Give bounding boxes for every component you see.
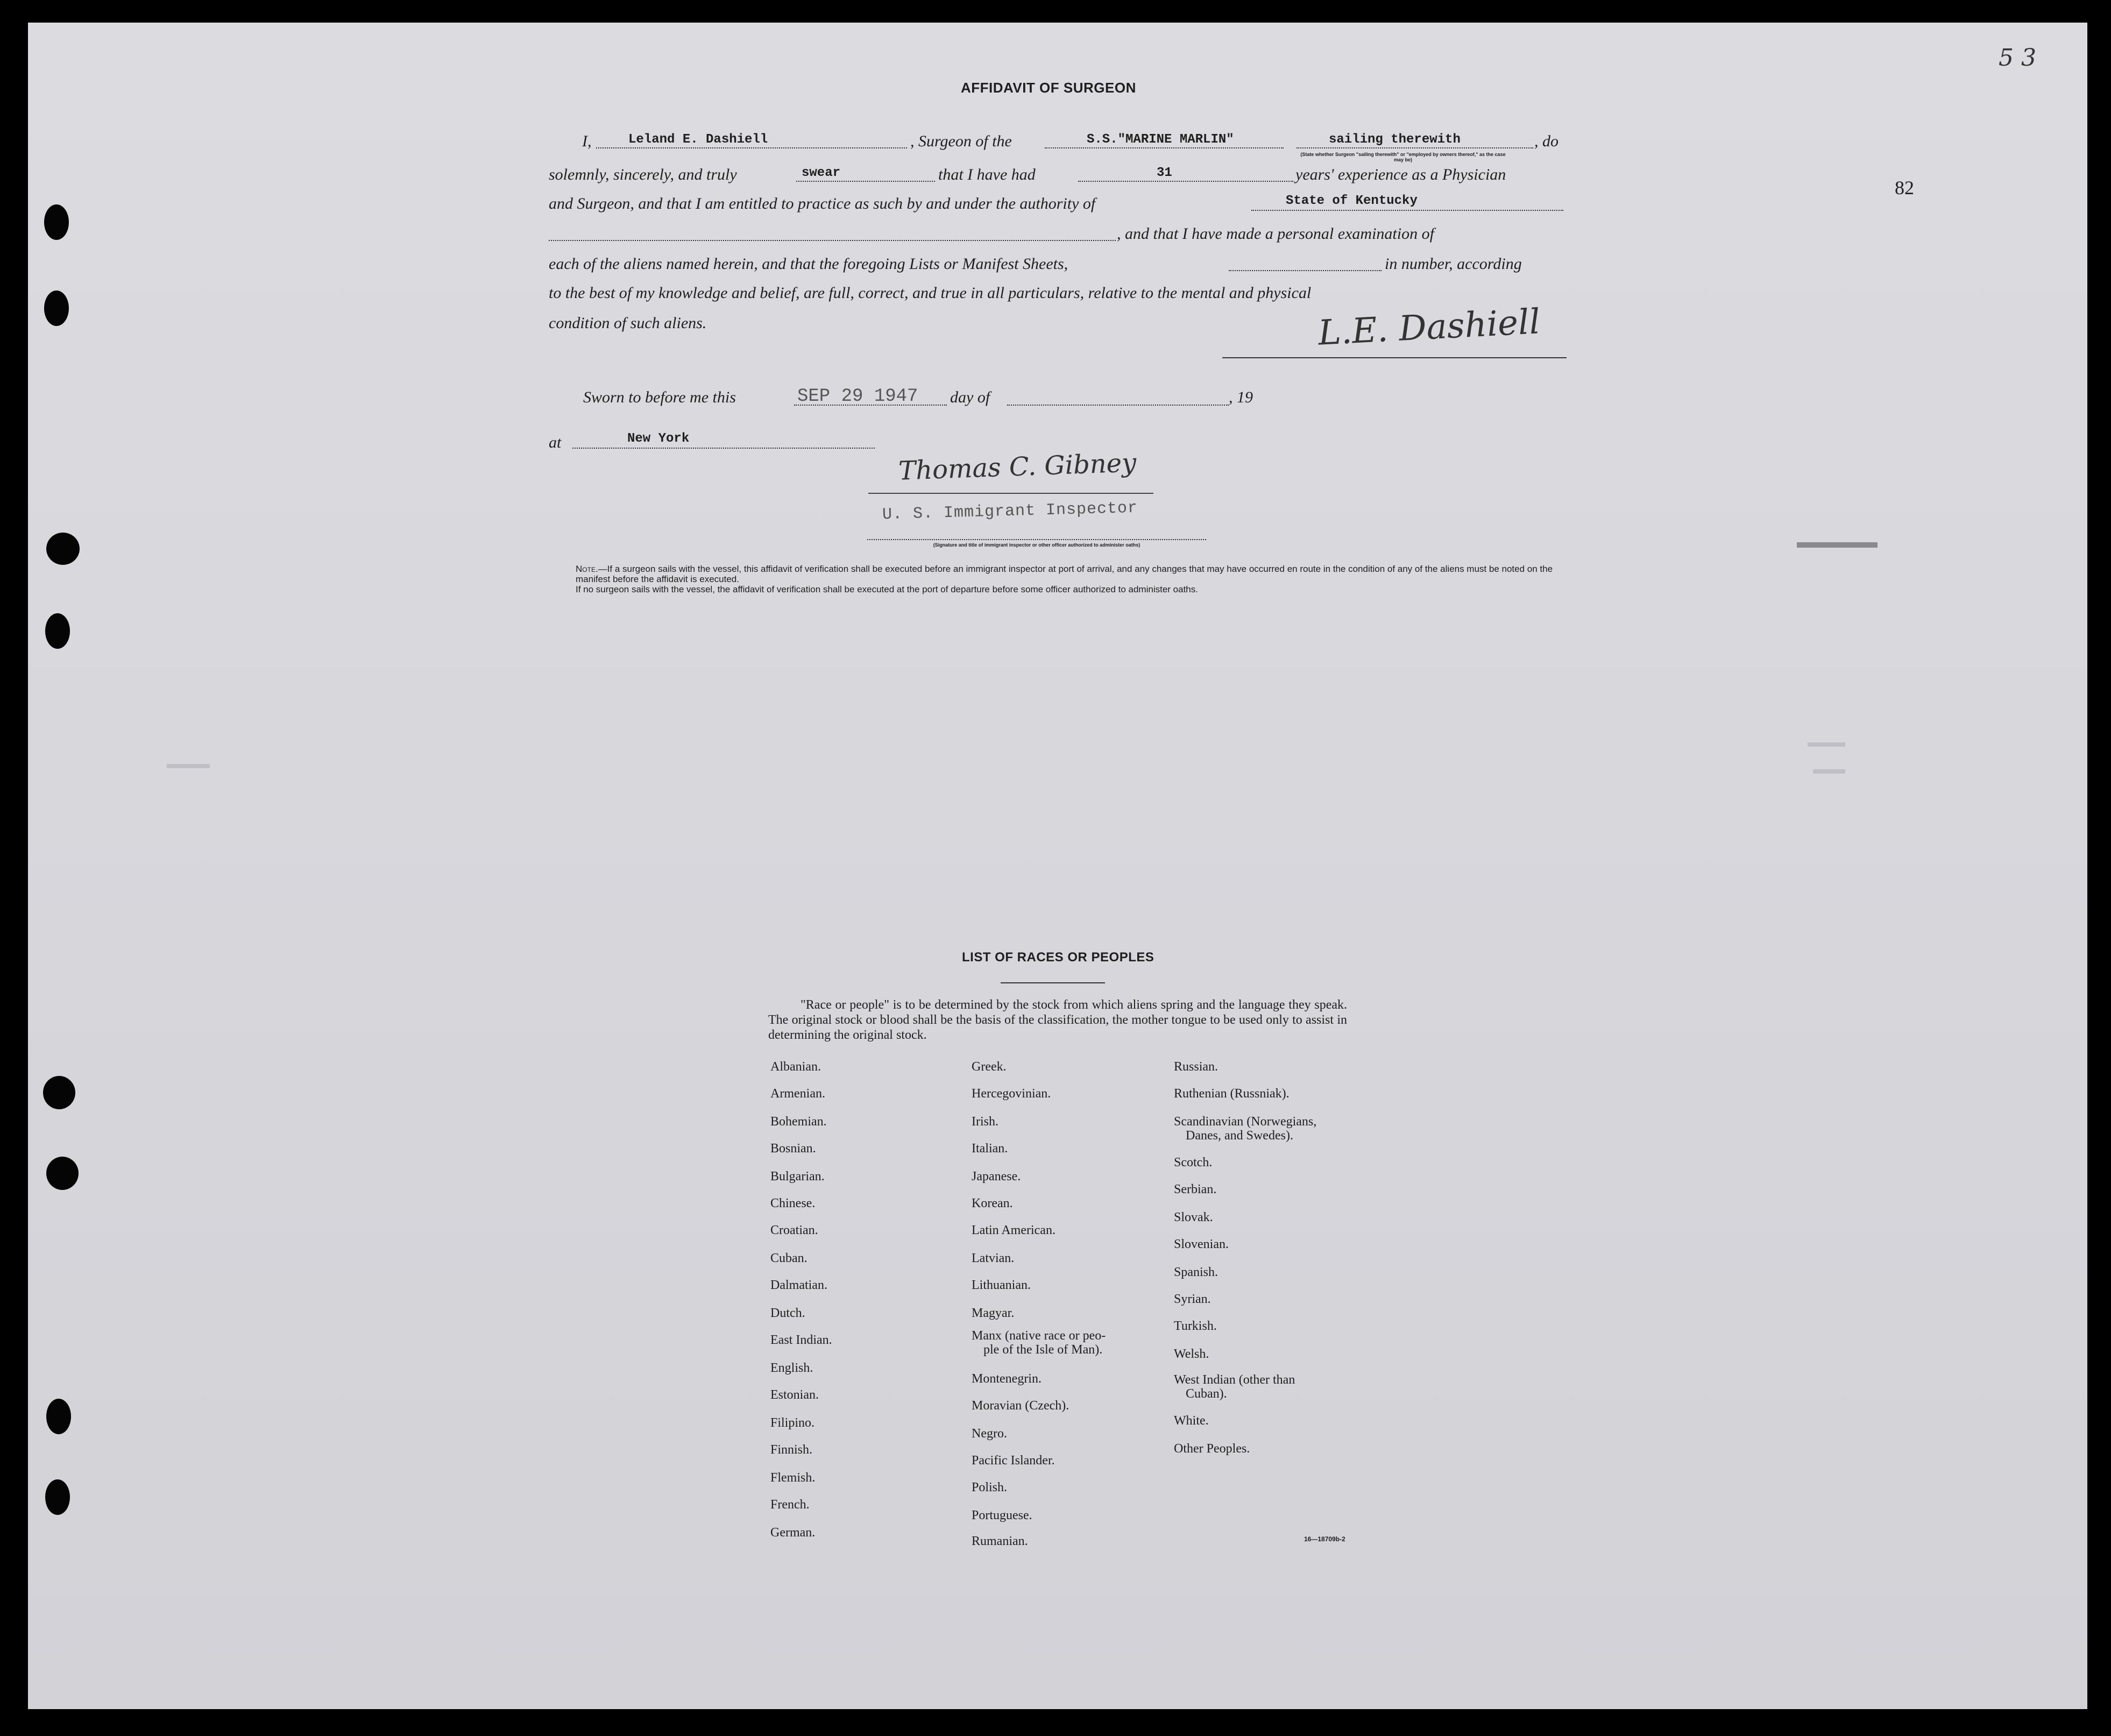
affidavit-title: AFFIDAVIT OF SURGEON xyxy=(961,80,1136,96)
bleed-through-mark xyxy=(167,764,210,768)
vessel-name-line xyxy=(1045,147,1284,148)
sheet-count-line[interactable] xyxy=(1229,270,1382,271)
race-entry: Serbian. xyxy=(1174,1182,1217,1196)
year-prefix: , 19 xyxy=(1229,388,1253,406)
race-entry: Magyar. xyxy=(972,1306,1015,1320)
surgeon-status-field[interactable]: sailing therewith xyxy=(1329,132,1461,147)
punch-hole xyxy=(46,1157,79,1190)
punch-hole xyxy=(46,1399,71,1434)
inspector-title-stamp: U. S. Immigrant Inspector xyxy=(882,499,1138,525)
race-entry: Ruthenian (Russniak). xyxy=(1174,1087,1290,1101)
form-sheet xyxy=(28,23,2087,1709)
race-entry: Danes, and Swedes). xyxy=(1186,1129,1293,1143)
race-entry: Estonian. xyxy=(770,1388,819,1402)
punch-hole xyxy=(44,204,69,240)
note-lead: Note. xyxy=(576,564,598,574)
status-instruction: (State whether Surgeon "sailing therewith" or "employed by owners thereof," as the case may be) xyxy=(1300,152,1506,162)
surgeon-of-label: , Surgeon of the xyxy=(910,132,1012,150)
race-entry: Cuban. xyxy=(770,1251,807,1265)
signature-title-line xyxy=(867,539,1206,540)
bleed-through-mark xyxy=(1808,742,1845,747)
authority-field[interactable]: State of Kentucky xyxy=(1286,194,1418,208)
punch-hole xyxy=(45,1479,70,1515)
race-entry: Filipino. xyxy=(770,1416,815,1430)
race-entry: Albanian. xyxy=(770,1060,821,1074)
race-entry: German. xyxy=(770,1526,816,1540)
race-entry: Bosnian. xyxy=(770,1142,816,1156)
bleed-through-mark xyxy=(1797,542,1878,548)
race-entry: Latin American. xyxy=(972,1223,1056,1237)
race-entry: English. xyxy=(770,1361,813,1375)
race-entry: Slovak. xyxy=(1174,1210,1213,1224)
line6: to the best of my knowledge and belief, are full, correct, and true in all particulars, relative to the mental and physical xyxy=(549,284,1312,302)
race-entry: West Indian (other than xyxy=(1174,1373,1295,1387)
years-line xyxy=(1078,181,1293,182)
race-entry: Polish. xyxy=(972,1480,1008,1494)
authority-line xyxy=(1251,210,1563,211)
race-entry: Dutch. xyxy=(770,1306,805,1320)
place-field[interactable]: New York xyxy=(627,431,690,446)
line3-prefix: and Surgeon, and that I am entitled to practice as such by and under the authority of xyxy=(549,195,1096,212)
surgeon-signature: L.E. Dashiell xyxy=(1317,302,1541,353)
punch-hole xyxy=(44,290,69,326)
date-stamp: SEP 29 1947 xyxy=(797,386,918,407)
race-entry: Bohemian. xyxy=(770,1115,827,1129)
race-entry: Cuban). xyxy=(1186,1387,1227,1401)
race-entry: Korean. xyxy=(972,1196,1013,1210)
race-entry: Moravian (Czech). xyxy=(972,1399,1069,1413)
punch-hole xyxy=(43,1076,75,1109)
race-entry: Chinese. xyxy=(770,1196,816,1210)
line2-prefix: solemnly, sincerely, and truly xyxy=(549,166,737,183)
day-of-label: day of xyxy=(950,388,990,406)
race-entry: Pacific Islander. xyxy=(972,1454,1055,1468)
oath-line xyxy=(796,181,935,182)
line2-suffix: years' experience as a Physician xyxy=(1295,166,1506,183)
note-second-paragraph: If no surgeon sails with the vessel, the affidavit of verification shall be executed at the port of departure before some officer authorized to administer oaths. xyxy=(576,584,1198,594)
inspector-signature-line xyxy=(868,493,1153,494)
at-label: at xyxy=(549,434,562,451)
race-entry: ple of the Isle of Man). xyxy=(983,1343,1103,1357)
race-entry: Flemish. xyxy=(770,1471,816,1485)
affidavit-note xyxy=(576,564,1559,594)
race-entry: Finnish. xyxy=(770,1443,813,1457)
punch-hole xyxy=(46,533,80,565)
race-entry: Lithuanian. xyxy=(972,1278,1031,1292)
surgeon-name-line xyxy=(596,147,907,148)
punch-hole xyxy=(45,613,70,649)
oath-field[interactable]: swear xyxy=(802,166,841,180)
race-entry: Greek. xyxy=(972,1060,1007,1074)
line2-middle: that I have had xyxy=(938,166,1036,183)
races-title: LIST OF RACES OR PEOPLES xyxy=(962,950,1154,965)
races-title-rule xyxy=(1001,982,1105,983)
line5-prefix: each of the aliens named herein, and that the foregoing Lists or Manifest Sheets, xyxy=(549,255,1068,273)
race-entry: Spanish. xyxy=(1174,1265,1219,1279)
line5-suffix: in number, according xyxy=(1385,255,1522,273)
race-entry: Negro. xyxy=(972,1427,1007,1441)
race-entry: Scotch. xyxy=(1174,1156,1213,1170)
race-entry: White. xyxy=(1174,1414,1209,1428)
line1-suffix: , do xyxy=(1534,132,1559,150)
note-first-paragraph: —If a surgeon sails with the vessel, this affidavit of verification shall be executed before an immigrant inspector at port of arrival, and any changes that may have occurred en route in the condition of any of the aliens must be noted on the manifest before the affidavit is executed. xyxy=(576,564,1553,584)
race-entry: Manx (native race or peo- xyxy=(972,1329,1106,1343)
corner-mark: 5 3 xyxy=(1999,44,2036,72)
line7: condition of such aliens. xyxy=(549,314,707,332)
race-entry: Dalmatian. xyxy=(770,1278,827,1292)
surgeon-status-line xyxy=(1297,147,1533,148)
sworn-prefix: Sworn to before me this xyxy=(583,388,736,406)
place-line xyxy=(572,448,875,449)
race-entry: East Indian. xyxy=(770,1333,832,1347)
race-entry: Armenian. xyxy=(770,1087,825,1101)
bleed-through-mark xyxy=(1813,769,1845,774)
sworn-date-line xyxy=(794,405,947,406)
authority-line-continued xyxy=(549,240,1116,241)
race-entry: French. xyxy=(770,1498,810,1512)
race-entry: Portuguese. xyxy=(972,1508,1032,1522)
vessel-name-field[interactable]: S.S."MARINE MARLIN" xyxy=(1087,132,1234,147)
race-entry: Slovenian. xyxy=(1174,1237,1229,1251)
race-entry: Russian. xyxy=(1174,1060,1219,1074)
race-entry: Turkish. xyxy=(1174,1319,1217,1333)
page-number: 82 xyxy=(1895,177,1914,199)
race-entry: Scandinavian (Norwegians, xyxy=(1174,1115,1317,1129)
race-entry: Latvian. xyxy=(972,1251,1015,1265)
form-number: 16—18709b-2 xyxy=(1304,1535,1345,1543)
signature-caption: (Signature and title of immigrant inspector or other officer authorized to administer oaths) xyxy=(933,542,1140,548)
month-line[interactable] xyxy=(1007,405,1229,406)
race-entry: Bulgarian. xyxy=(770,1170,825,1184)
race-entry: Syrian. xyxy=(1174,1292,1211,1306)
surgeon-name-field[interactable]: Leland E. Dashiell xyxy=(628,132,768,147)
race-entry: Hercegovinian. xyxy=(972,1087,1051,1101)
race-entry: Other Peoples. xyxy=(1174,1442,1250,1456)
surgeon-signature-line xyxy=(1222,357,1567,358)
race-entry: Irish. xyxy=(972,1115,998,1129)
inspector-signature: Thomas C. Gibney xyxy=(898,448,1137,486)
race-entry: Italian. xyxy=(972,1142,1008,1156)
race-entry: Japanese. xyxy=(972,1170,1021,1184)
line4-suffix: , and that I have made a personal examination of xyxy=(1117,225,1434,243)
race-entry: Rumanian. xyxy=(972,1534,1028,1548)
races-intro: "Race or people" is to be determined by the stock from which aliens spring and the language they speak. The original stock or blood shall be the basis of the classification, the mother tongue to be used only to assist in determining the original stock. xyxy=(768,998,1347,1042)
line1-prefix: I, xyxy=(582,132,592,150)
race-entry: Montenegrin. xyxy=(972,1372,1042,1386)
years-field[interactable]: 31 xyxy=(1157,166,1172,180)
race-entry: Croatian. xyxy=(770,1223,818,1237)
race-entry: Welsh. xyxy=(1174,1347,1209,1361)
